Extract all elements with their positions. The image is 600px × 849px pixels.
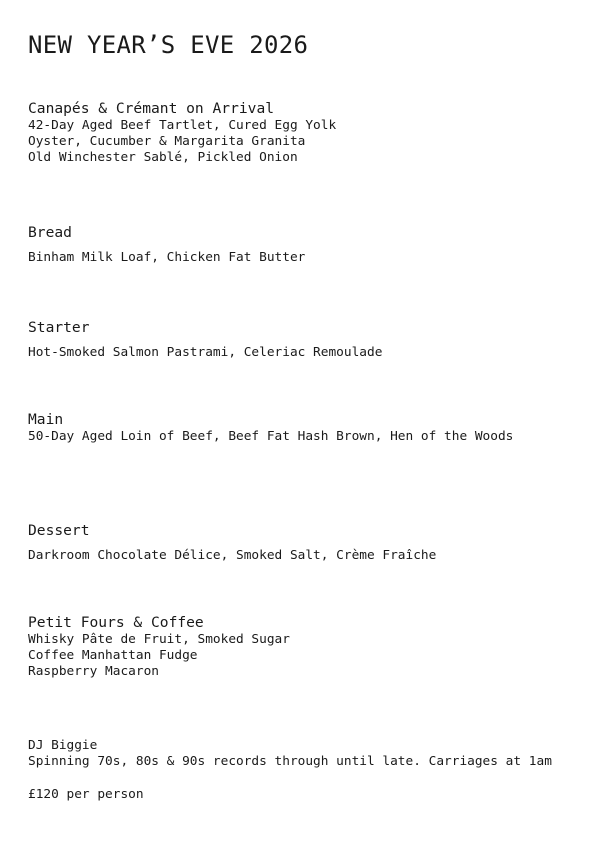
section-dessert [28,522,568,564]
section-heading: Dessert [28,522,90,539]
menu-item: Darkroom Chocolate Délice, Smoked Salt, Crème Fraîche [28,548,437,563]
menu-item: Binham Milk Loaf, Chicken Fat Butter [28,250,306,265]
section-heading: Petit Fours & Coffee [28,614,204,631]
section-heading: Bread [28,224,72,241]
menu-item: Hot-Smoked Salmon Pastrami, Celeriac Remoulade [28,345,383,360]
section-canapes [28,100,568,166]
menu-item: 50-Day Aged Loin of Beef, Beef Fat Hash Brown, Hen of the Woods [28,429,514,444]
section-main [28,411,568,445]
page-title: NEW YEAR’S EVE 2026 [28,31,309,59]
menu-item: Old Winchester Sablé, Pickled Onion [28,150,298,165]
section-starter [28,319,568,361]
section-heading: Starter [28,319,90,336]
menu-item: 42-Day Aged Beef Tartlet, Cured Egg Yolk [28,118,337,133]
menu-item: Raspberry Macaron [28,664,159,679]
menu-item: Spinning 70s, 80s & 90s records through until late. Carriages at 1am [28,754,552,769]
menu-item: Coffee Manhattan Fudge [28,648,198,663]
section-bread [28,224,568,266]
section-dj [28,738,568,803]
price-text: £120 per person [28,787,144,802]
section-heading: Canapés & Crémant on Arrival [28,100,275,117]
menu-item: Oyster, Cucumber & Margarita Granita [28,134,306,149]
menu-item: Whisky Pâte de Fruit, Smoked Sugar [28,632,290,647]
section-petit-fours [28,614,568,680]
section-heading: DJ Biggie [28,738,98,753]
section-heading: Main [28,411,64,428]
